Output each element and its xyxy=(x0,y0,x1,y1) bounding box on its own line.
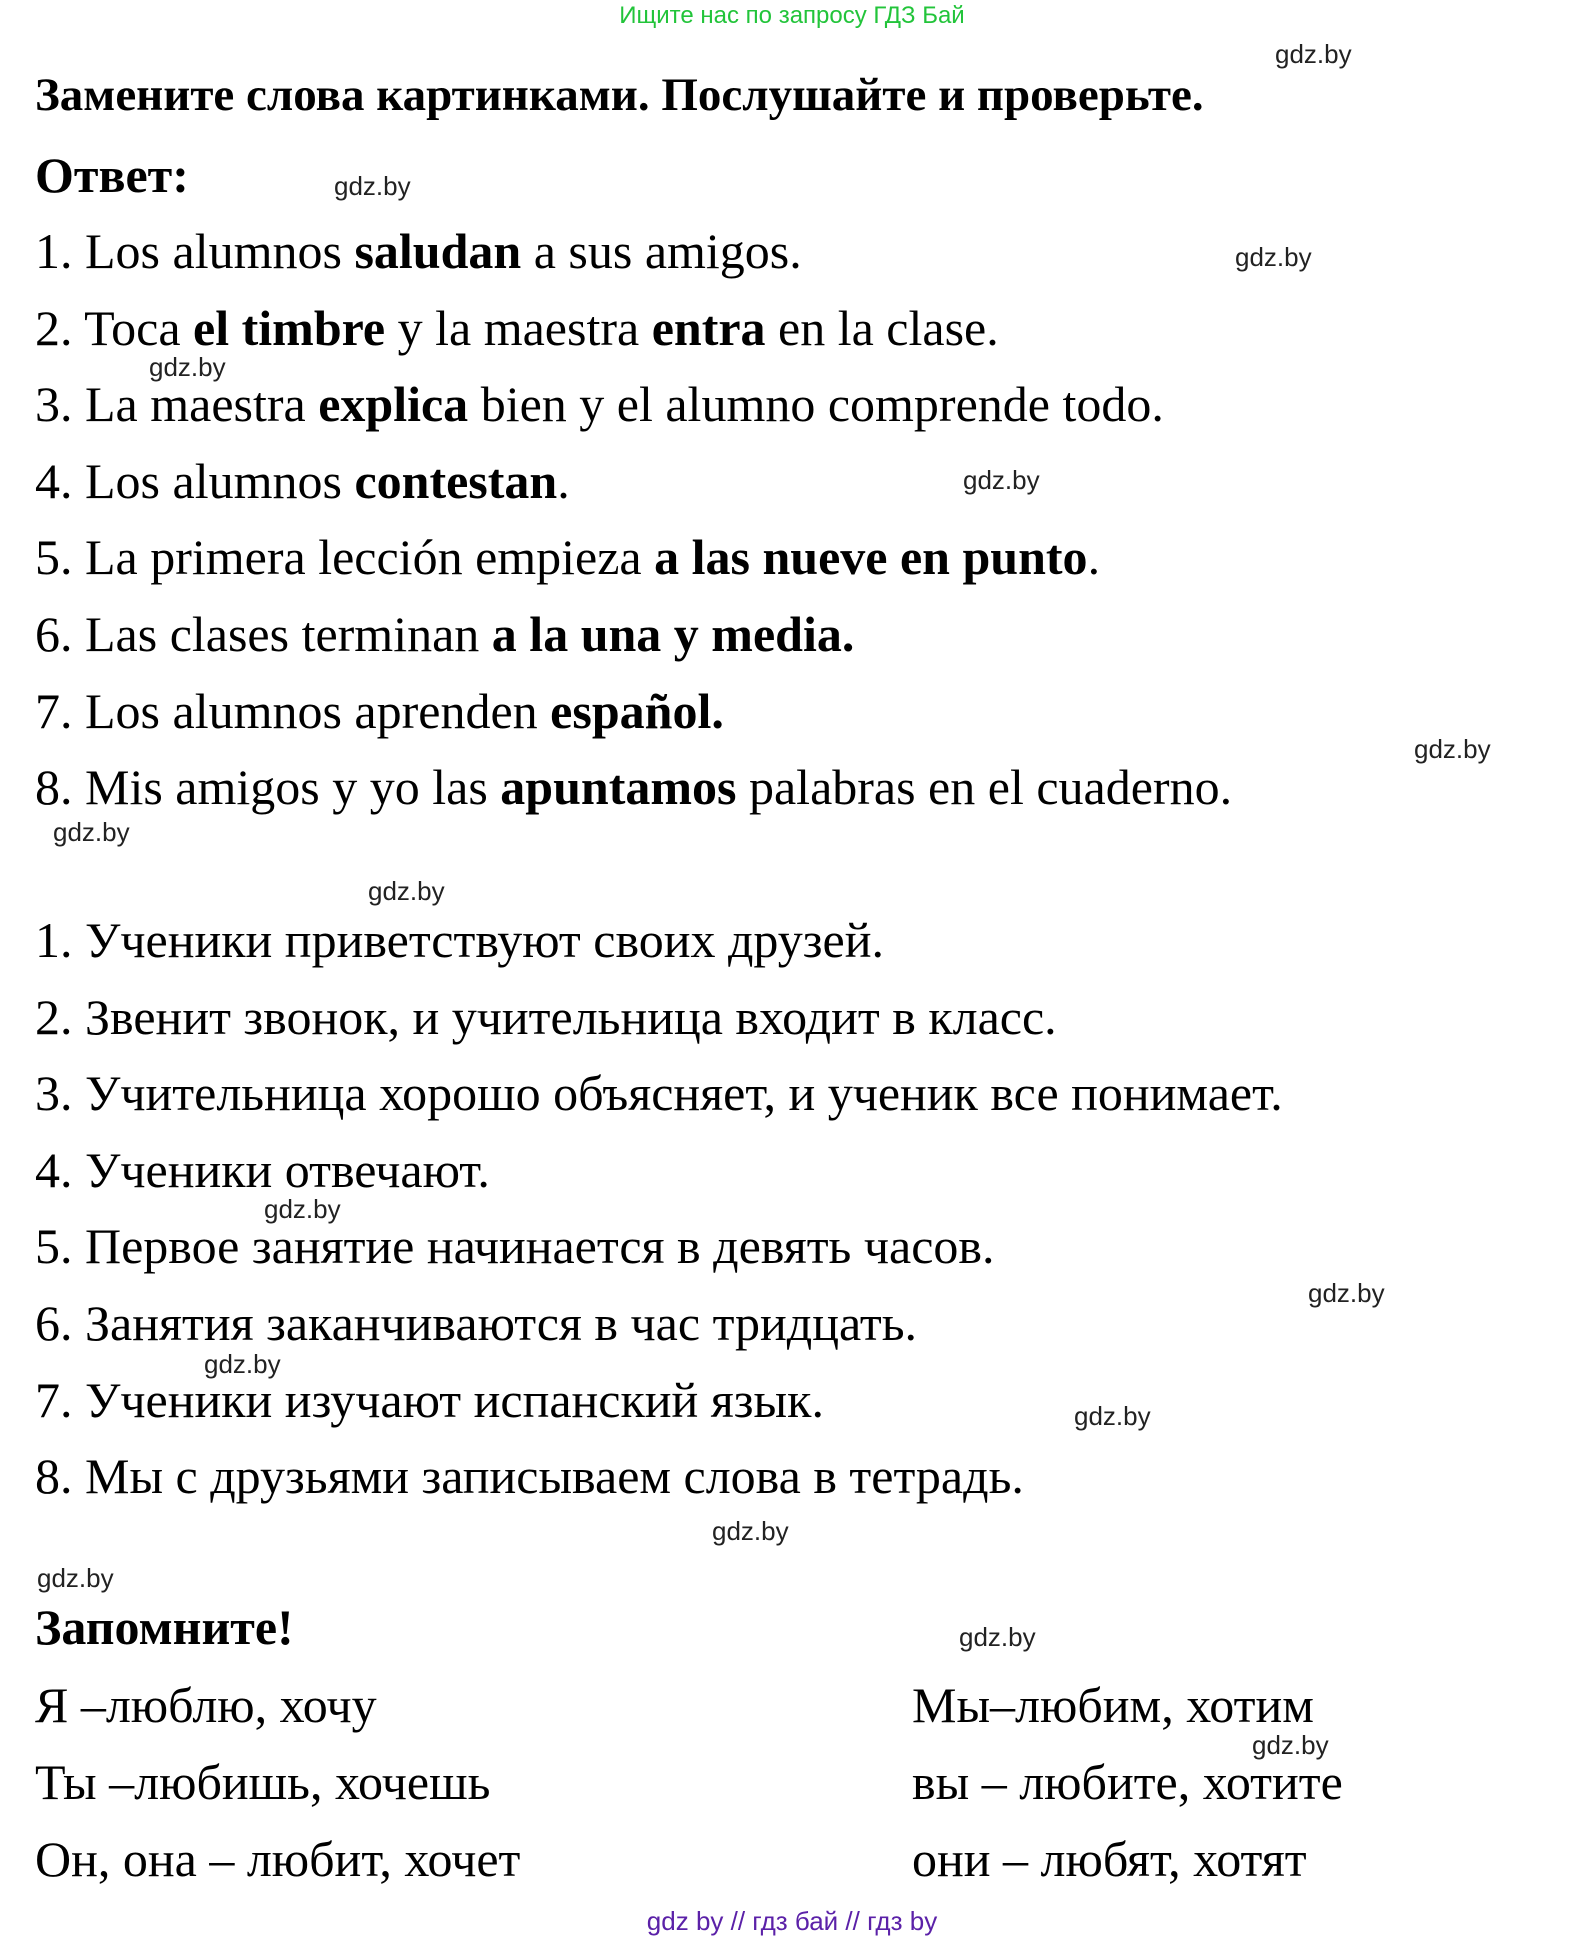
russian-translation-line: 7. Ученики изучают испанский язык. xyxy=(35,1371,824,1428)
spanish-answer-line xyxy=(35,221,802,281)
conjugation-row: Ты –любишь, хочешь xyxy=(35,1754,491,1810)
watermark-text: gdz.by xyxy=(1252,1730,1329,1760)
conjugation-row: они – любят, хотят xyxy=(912,1831,1307,1887)
watermark-text: gdz.by xyxy=(1275,39,1352,69)
sentence-text: 4. Los alumnos xyxy=(35,452,355,509)
spanish-answer-line xyxy=(35,681,724,741)
spanish-answer-line xyxy=(35,604,854,664)
watermark-text: gdz.by xyxy=(1308,1278,1385,1308)
watermark-text: gdz.by xyxy=(959,1622,1036,1652)
spanish-answer-line xyxy=(35,451,570,511)
russian-translation-line: 5. Первое занятие начинается в девять часов. xyxy=(35,1218,995,1275)
watermark-text: gdz.by xyxy=(368,876,445,906)
watermark-text: gdz.by xyxy=(37,1563,114,1593)
russian-translation-line: 4. Ученики отвечают. xyxy=(35,1141,490,1198)
sentence-text: y la maestra xyxy=(385,299,652,356)
watermark-text: gdz.by xyxy=(149,352,226,382)
sentence-text: . xyxy=(1087,529,1101,586)
sentence-text: 7. Los alumnos aprenden xyxy=(35,682,551,739)
answer-word: explica xyxy=(318,376,469,433)
russian-translation-line: 6. Занятия заканчиваются в час тридцать. xyxy=(35,1295,918,1351)
spanish-answer-line xyxy=(35,298,999,358)
watermark-text: gdz.by xyxy=(963,465,1040,495)
watermark-text: gdz.by xyxy=(334,171,411,201)
sentence-text: 3. La maestra xyxy=(35,376,319,433)
sentence-text: . xyxy=(557,452,570,509)
spanish-answer-line xyxy=(35,374,1164,434)
watermark-text: gdz.by xyxy=(1414,734,1491,764)
sentence-text: bien y el alumno comprende todo. xyxy=(468,376,1164,433)
watermark-text: gdz.by xyxy=(264,1194,341,1224)
spanish-answer-line xyxy=(35,757,1232,817)
sentence-text: 8. Mis amigos y yo las xyxy=(35,759,501,816)
conjugation-row: Я –люблю, хочу xyxy=(35,1677,377,1733)
watermark-text: gdz.by xyxy=(712,1516,789,1546)
answer-word: contestan xyxy=(354,452,558,509)
answer-word: a la una y media. xyxy=(491,606,855,662)
sentence-text: en la clase. xyxy=(765,299,999,356)
remember-heading: Запомните! xyxy=(35,1599,294,1655)
sentence-text: palabras en el cuaderno. xyxy=(736,759,1233,816)
russian-translation-line: 2. Звенит звонок, и учительница входит в класс. xyxy=(35,988,1057,1045)
answer-label: Ответ: xyxy=(35,147,189,203)
answer-word: entra xyxy=(651,299,766,356)
watermark-text: gdz.by xyxy=(1235,242,1312,272)
russian-translation-line: 8. Мы с друзьями записываем слова в тетрадь. xyxy=(35,1448,1024,1505)
watermark-text: gdz.by xyxy=(53,817,130,847)
watermark-text: gdz.by xyxy=(1074,1401,1151,1431)
answer-word: apuntamos xyxy=(500,759,737,816)
answer-word: a las nueve en punto xyxy=(654,529,1088,586)
exercise-title: Замените слова картинками. Послушайте и проверьте. xyxy=(35,69,1204,121)
sentence-text: a sus amigos. xyxy=(521,223,802,279)
footer-watermark: gdz by // гдз бай // гдз by xyxy=(646,1906,938,1936)
conjugation-row: Мы–любим, хотим xyxy=(912,1677,1314,1733)
sentence-text: 2. Toca xyxy=(35,299,194,356)
answer-word: el timbre xyxy=(193,299,386,356)
search-banner: Ищите нас по запросу ГДЗ Бай xyxy=(619,2,965,29)
conjugation-row: вы – любите, хотите xyxy=(912,1754,1343,1810)
answer-word: saludan xyxy=(354,223,522,279)
watermark-text: gdz.by xyxy=(204,1349,281,1379)
russian-translation-line: 3. Учительница хорошо объясняет, и ученик все понимает. xyxy=(35,1065,1283,1122)
sentence-text: 5. La primera lección empieza xyxy=(35,529,655,586)
conjugation-row: Он, она – любит, хочет xyxy=(35,1831,521,1887)
sentence-text: 6. Las clases terminan xyxy=(35,606,492,662)
answer-word: español. xyxy=(550,682,724,739)
russian-translation-line: 1. Ученики приветствуют своих друзей. xyxy=(35,912,884,968)
spanish-answer-line xyxy=(35,527,1100,587)
sentence-text: 1. Los alumnos xyxy=(35,223,355,279)
